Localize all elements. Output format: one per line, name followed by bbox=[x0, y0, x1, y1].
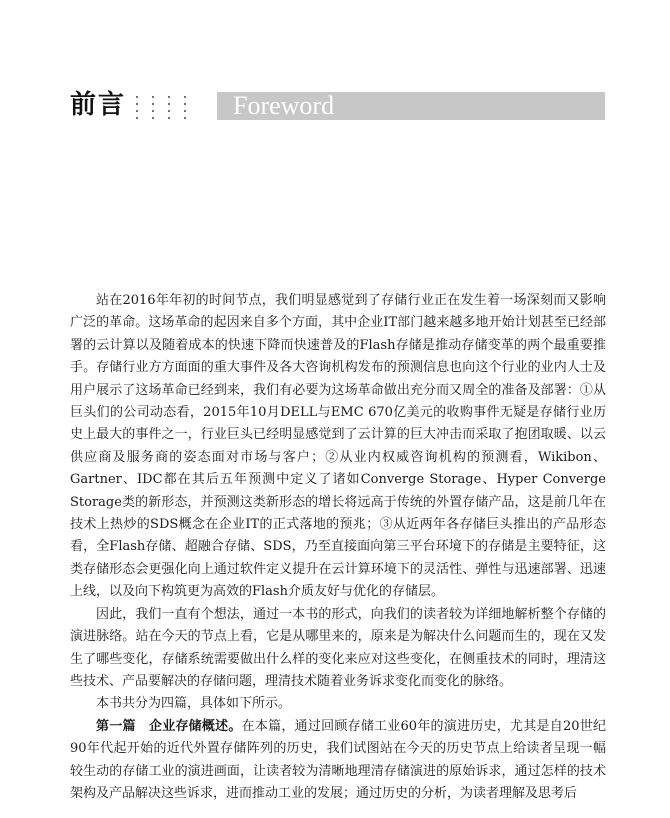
part1-text: 在本篇，通过回顾存储工业60年的演进历史，尤其是自20世纪90年代起开始的近代外置存储阵列的历史，我们试图站在今天的历史节点上给读者呈现一幅较生动的存储工业的演进画面，让读者较为清晰地理清存储演进的原始诉求，通过怎样的技术架构及产品解决这些诉求，进而推动工业的发展；通过历史的分析，为读者理解及思考后 bbox=[70, 718, 606, 801]
chapter-header bbox=[70, 90, 605, 120]
paragraph-1: 站在2016年年初的时间节点，我们明显感觉到了存储行业正在发生着一场深刻而又影响广泛的革命。这场革命的起因来自多个方面，其中企业IT部门越来越多地开始计划甚至已经部署的云计算以及随着成本的快速下降而快速普及的Flash存储是推动存储变革的两个最重要推手。存储行业方方面面的重大事件及各大咨询机构发布的预测信息也向这个行业的业内人士及用户展示了这场革命已经到来，我们有必要为这场革命做出充分而又周全的准备及部署：①从巨头们的公司动态看，2015年10月DELL与EMC 670亿美元的收购事件无疑是存储行业历史上最大的事件之一，行业巨头已经明显感觉到了云计算的巨大冲击而采取了抱团取暖、以云供应商及服务商的姿态面对市场与客户；②从业内权威咨询机构的预测看，Wikibon、Gartner、IDC都在其后五年预测中定义了诸如Converge Storage、Hyper Converge Storage类的新形态，并预测这类新形态的增长将远高于传统的外置存储产品，这是前几年在技术上热炒的SDS概念在企业IT的正式落地的预兆；③从近两年各存储巨头推出的产品形态看，全Flash存储、超融合存储、SDS，乃至直接面向第三平台环境下的存储是主要特征，这类存储形态会更强化向上通过软件定义提升在云计算环境下的灵活性、弹性与迅速部署、迅速上线，以及向下构筑更为高效的Flash介质友好与优化的存储层。 bbox=[70, 293, 606, 600]
foreword-body bbox=[70, 290, 606, 805]
paragraph-part1 bbox=[70, 716, 606, 806]
decorative-dots bbox=[136, 96, 188, 118]
foreword-banner bbox=[217, 92, 605, 120]
paragraph-2: 因此，我们一直有个想法，通过一本书的形式，向我们的读者较为详细地解析整个存储的演进脉络。站在今天的节点上看，它是从哪里来的，原来是为解决什么问题而生的，现在又发生了哪些变化，存储系统需要做出什么样的变化来应对这些变化，在侧重技术的同时，理清这些技术、产品要解决的存储问题，理清技术随着业务诉求变化而变化的脉络。 bbox=[70, 606, 606, 689]
chapter-title-en: Foreword bbox=[233, 91, 335, 120]
paragraph-3: 本书共分为四篇，具体如下所示。 bbox=[96, 696, 292, 712]
chapter-title-cn: 前言 bbox=[70, 90, 127, 120]
part1-title: 第一篇 企业存储概述。 bbox=[96, 718, 242, 734]
